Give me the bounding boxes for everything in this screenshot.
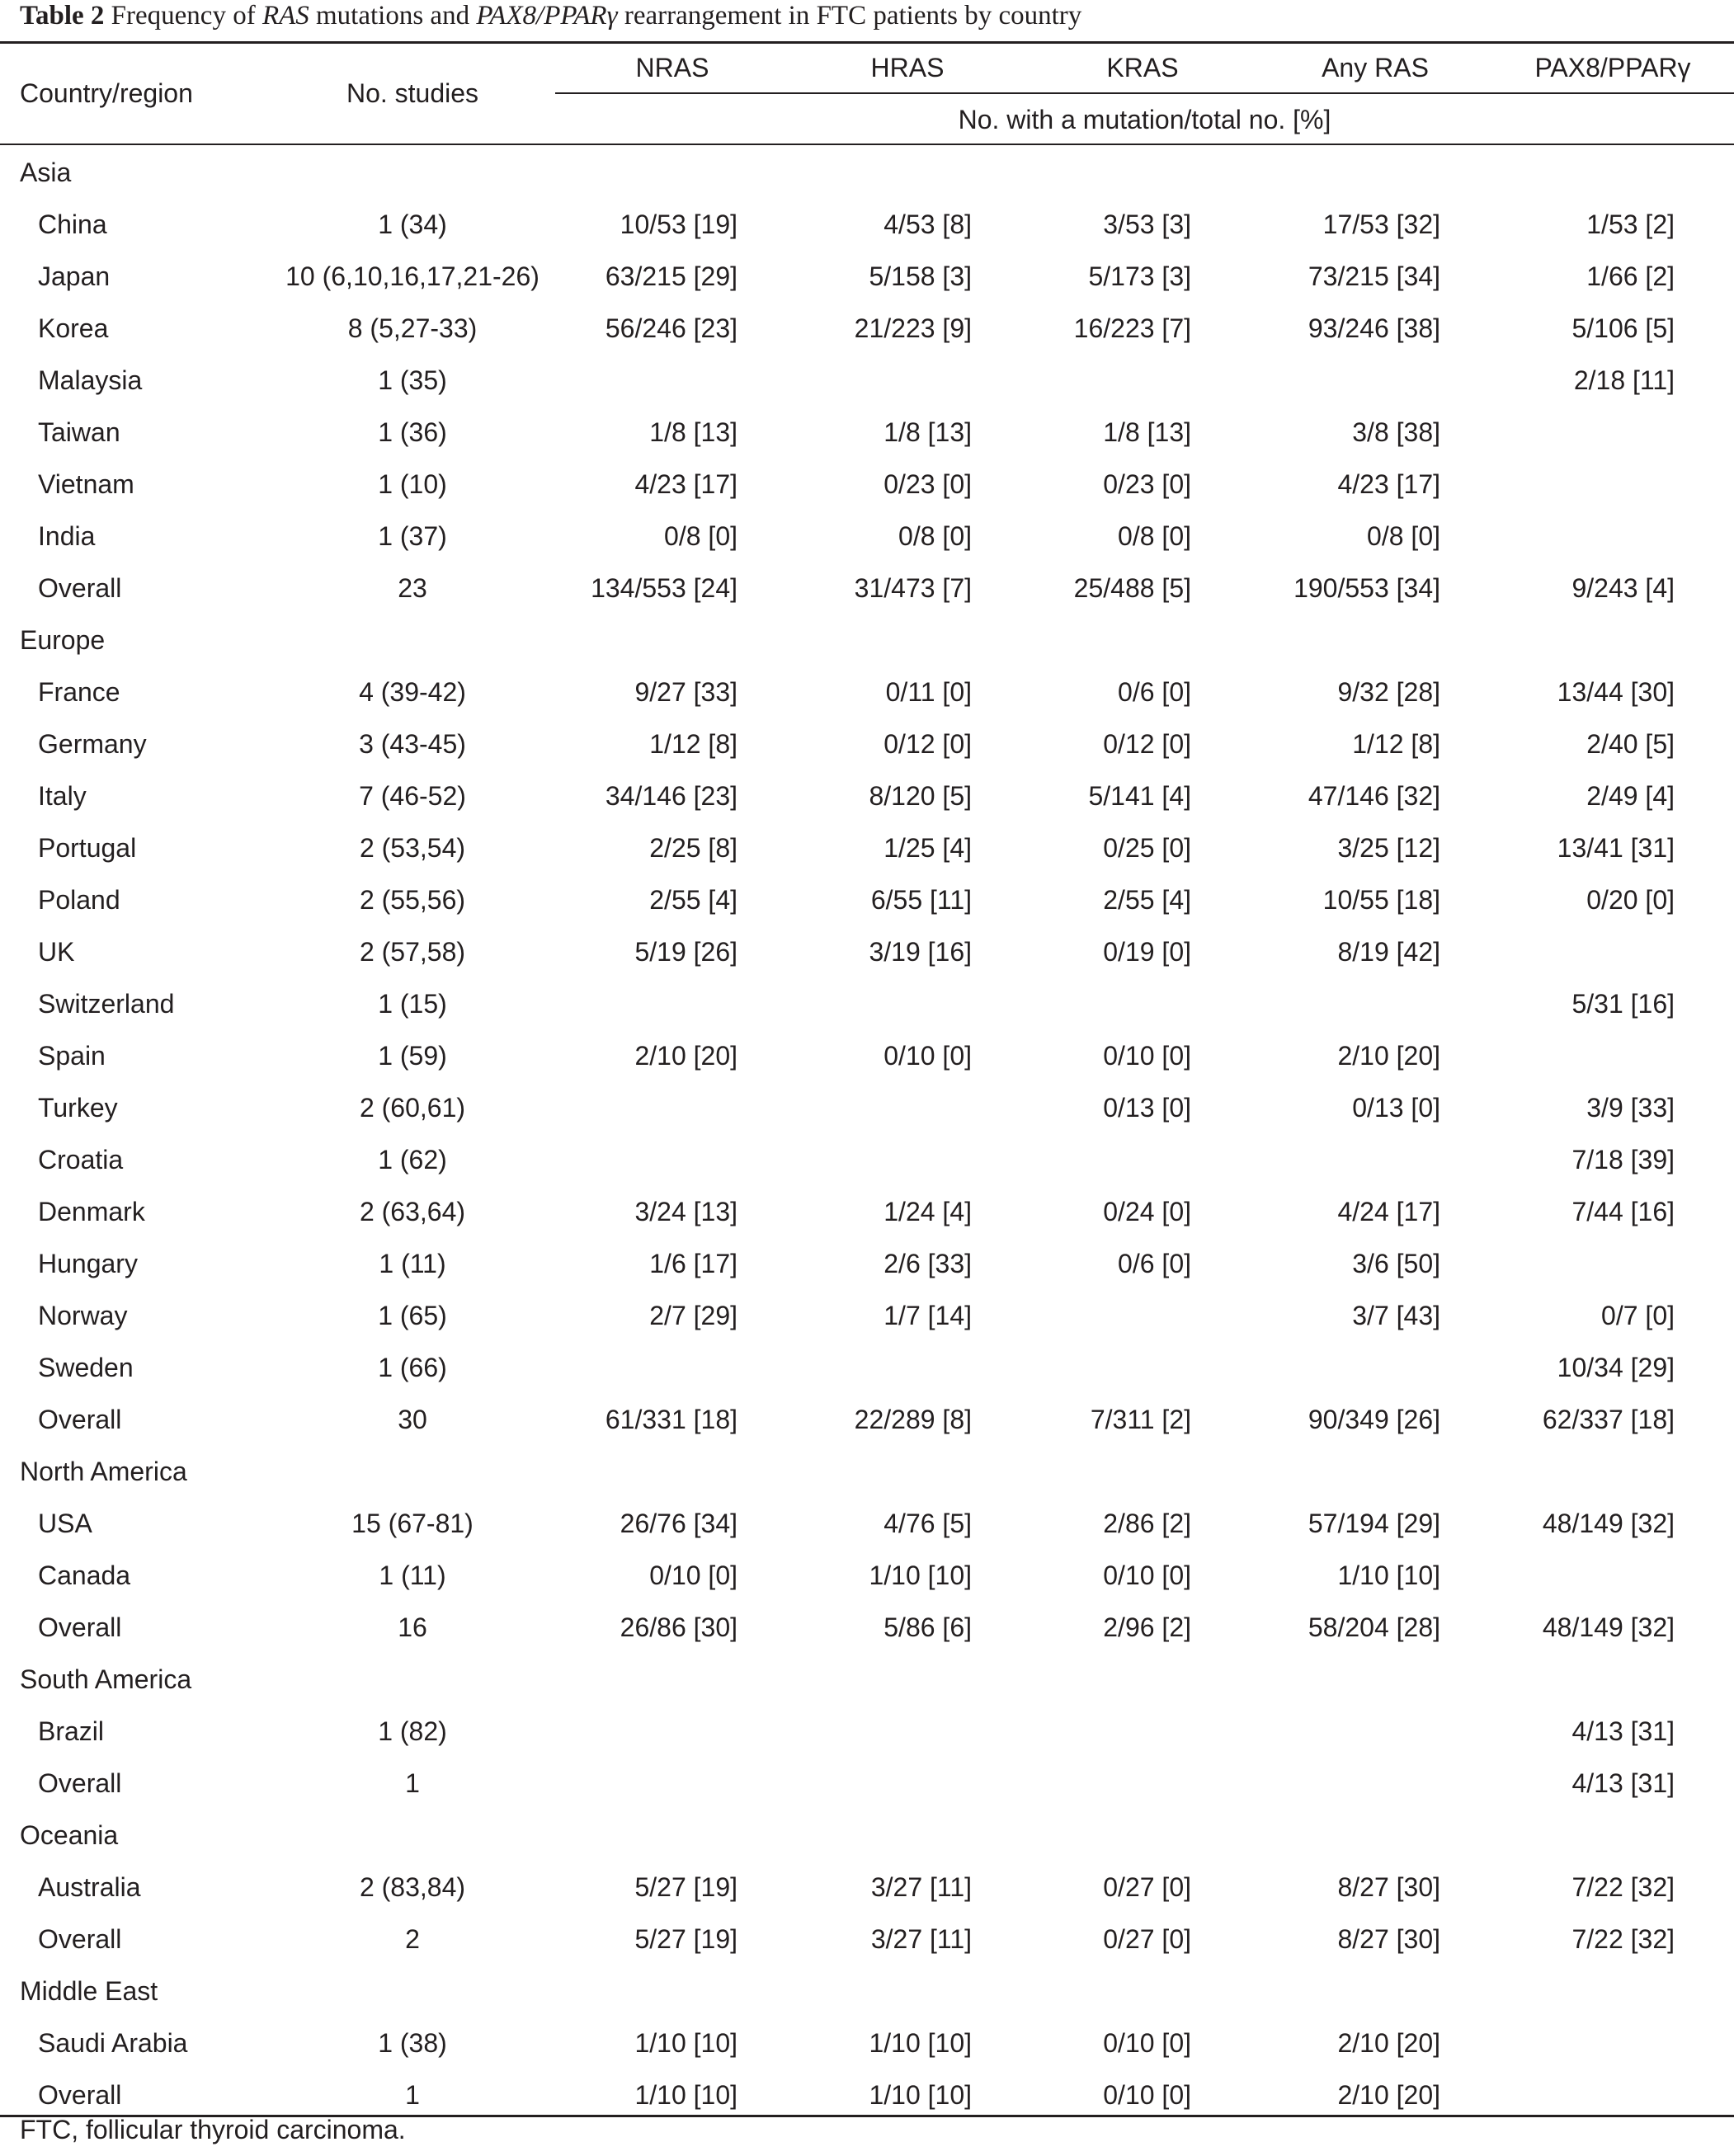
studies-cell: 3 (43-45) <box>359 729 466 759</box>
country-cell: Spain <box>38 1041 106 1071</box>
anyras-cell: 2/10 [20] <box>1337 1041 1440 1071</box>
kras-cell: 5/173 [3] <box>1088 261 1191 291</box>
table-footnote: FTC, follicular thyroid carcinoma. <box>20 2115 406 2144</box>
studies-cell: 4 (39-42) <box>359 677 466 707</box>
studies-cell: 1 (11) <box>379 1249 446 1278</box>
kras-cell: 0/10 [0] <box>1103 2028 1191 2058</box>
hras-cell: 2/6 [33] <box>883 1249 972 1278</box>
top-rule <box>0 41 1734 44</box>
table-row <box>0 770 1734 822</box>
anyras-cell: 0/8 [0] <box>1367 521 1440 551</box>
table-row <box>0 303 1734 355</box>
studies-cell: 1 (65) <box>378 1301 447 1330</box>
anyras-cell: 8/19 [42] <box>1337 937 1440 967</box>
country-cell: India <box>38 521 96 551</box>
hras-cell: 1/25 [4] <box>883 833 972 863</box>
nras-cell: 10/53 [19] <box>620 209 737 239</box>
table-row <box>0 926 1734 978</box>
hras-cell: 3/27 [11] <box>870 1924 972 1954</box>
studies-cell: 1 (11) <box>379 1561 446 1590</box>
country-cell: USA <box>38 1509 92 1538</box>
subheader-rule <box>555 92 1734 94</box>
country-cell: Taiwan <box>38 417 120 447</box>
kras-cell: 2/86 [2] <box>1103 1509 1191 1538</box>
country-cell: Canada <box>38 1561 131 1590</box>
anyras-cell: 17/53 [32] <box>1322 209 1440 239</box>
kras-cell: 2/55 [4] <box>1103 885 1191 915</box>
pax-cell: 3/9 [33] <box>1586 1093 1675 1123</box>
nras-cell: 5/27 [19] <box>634 1872 737 1902</box>
nras-cell: 2/25 [8] <box>649 833 737 863</box>
caption-text-1: Frequency of <box>104 1 262 31</box>
studies-cell: 30 <box>398 1405 427 1434</box>
studies-cell: 2 (53,54) <box>359 833 466 863</box>
anyras-cell: 2/10 [20] <box>1337 2080 1440 2110</box>
hras-cell: 1/7 [14] <box>883 1301 972 1330</box>
kras-cell: 0/10 [0] <box>1103 2080 1191 2110</box>
anyras-cell: 1/10 [10] <box>1337 1561 1440 1590</box>
kras-cell: 0/23 [0] <box>1103 469 1191 499</box>
region-row <box>0 1446 1734 1498</box>
table-row <box>0 1290 1734 1342</box>
table-row <box>0 718 1734 770</box>
kras-cell: 0/24 [0] <box>1103 1197 1191 1226</box>
hras-cell: 0/11 [0] <box>885 677 972 707</box>
table-label: Table 2 <box>20 1 105 31</box>
hras-cell: 5/158 [3] <box>869 261 972 291</box>
kras-cell: 16/223 [7] <box>1073 313 1191 343</box>
studies-cell: 2 <box>405 1924 420 1954</box>
studies-cell: 2 (83,84) <box>359 1872 466 1902</box>
header-pax: PAX8/PPARγ <box>1534 53 1691 82</box>
pax-cell: 4/13 [31] <box>1571 1768 1675 1798</box>
nras-cell: 1/10 [10] <box>634 2080 737 2110</box>
kras-cell: 3/53 [3] <box>1103 209 1191 239</box>
nras-cell: 34/146 [23] <box>605 781 737 811</box>
pax-cell: 62/337 [18] <box>1542 1405 1675 1434</box>
hras-cell: 1/10 [10] <box>869 1561 972 1590</box>
country-cell: Germany <box>38 729 147 759</box>
kras-cell: 0/10 [0] <box>1103 1041 1191 1071</box>
country-cell: China <box>38 209 107 239</box>
table-row <box>0 459 1734 511</box>
pax-cell: 10/34 [29] <box>1557 1353 1675 1382</box>
hras-cell: 31/473 [7] <box>854 573 972 603</box>
country-cell: Overall <box>38 1768 122 1798</box>
kras-cell: 0/12 [0] <box>1103 729 1191 759</box>
table-row <box>0 2017 1734 2069</box>
nras-cell: 9/27 [33] <box>634 677 737 707</box>
hras-cell: 4/76 [5] <box>883 1509 972 1538</box>
kras-cell: 1/8 [13] <box>1103 417 1191 447</box>
studies-cell: 2 (55,56) <box>359 885 466 915</box>
header-anyras: Any RAS <box>1322 53 1429 82</box>
hras-cell: 5/86 [6] <box>883 1612 972 1642</box>
country-cell: Denmark <box>38 1197 145 1226</box>
region-row <box>0 1965 1734 2017</box>
studies-cell: 7 (46-52) <box>359 781 466 811</box>
country-cell: Japan <box>38 261 111 291</box>
header-country: Country/region <box>20 78 193 108</box>
kras-cell: 7/311 [2] <box>1090 1405 1191 1434</box>
pax-cell: 48/149 [32] <box>1542 1612 1675 1642</box>
nras-cell: 2/7 [29] <box>649 1301 737 1330</box>
studies-cell: 1 (37) <box>378 521 447 551</box>
country-cell: Korea <box>38 313 109 343</box>
region-label: Europe <box>20 625 106 655</box>
kras-cell: 0/27 [0] <box>1103 1872 1191 1902</box>
table-row <box>0 1758 1734 1810</box>
table-row <box>0 1082 1734 1134</box>
header-nras: NRAS <box>635 53 709 82</box>
anyras-cell: 10/55 [18] <box>1322 885 1440 915</box>
studies-cell: 8 (5,27-33) <box>347 313 478 343</box>
table-row <box>0 407 1734 459</box>
nras-cell: 4/23 [17] <box>634 469 737 499</box>
nras-cell: 0/8 [0] <box>664 521 737 551</box>
kras-cell: 0/10 [0] <box>1103 1561 1191 1590</box>
subheader-units: No. with a mutation/total no. [%] <box>958 105 1331 134</box>
country-cell: Brazil <box>38 1716 105 1746</box>
nras-cell: 3/24 [13] <box>634 1197 737 1226</box>
kras-cell: 0/27 [0] <box>1103 1924 1191 1954</box>
anyras-cell: 8/27 [30] <box>1337 1872 1440 1902</box>
studies-cell: 1 (15) <box>378 989 447 1019</box>
pax-cell: 0/7 [0] <box>1601 1301 1675 1330</box>
header-kras: KRAS <box>1106 53 1179 82</box>
region-row <box>0 147 1734 199</box>
studies-cell: 1 (36) <box>378 417 447 447</box>
table-row <box>0 1134 1734 1186</box>
anyras-cell: 93/246 [38] <box>1308 313 1440 343</box>
studies-cell: 10 (6,10,16,17,21-26) <box>285 261 540 291</box>
anyras-cell: 2/10 [20] <box>1337 2028 1440 2058</box>
kras-cell: 0/13 [0] <box>1103 1093 1191 1123</box>
anyras-cell: 0/13 [0] <box>1352 1093 1440 1123</box>
table-row <box>0 563 1734 614</box>
table-row <box>0 1706 1734 1758</box>
region-label: Asia <box>20 158 72 187</box>
studies-cell: 1 <box>405 2080 420 2110</box>
nras-cell: 61/331 [18] <box>605 1405 737 1434</box>
nras-cell: 1/8 [13] <box>649 417 737 447</box>
anyras-cell: 3/8 [38] <box>1352 417 1440 447</box>
studies-cell: 1 (59) <box>378 1041 447 1071</box>
table-row <box>0 355 1734 407</box>
table-row <box>0 199 1734 251</box>
table-row <box>0 1342 1734 1394</box>
country-cell: Malaysia <box>38 365 143 395</box>
studies-cell: 1 (66) <box>378 1353 447 1382</box>
table-row <box>0 1030 1734 1082</box>
table-row <box>0 1238 1734 1290</box>
pax-cell: 4/13 [31] <box>1571 1716 1675 1746</box>
studies-cell: 1 (82) <box>378 1716 447 1746</box>
kras-cell: 0/8 [0] <box>1118 521 1191 551</box>
table-row <box>0 1550 1734 1602</box>
studies-cell: 2 (57,58) <box>359 937 466 967</box>
caption-ras: RAS <box>262 1 309 31</box>
anyras-cell: 1/12 [8] <box>1352 729 1440 759</box>
hras-cell: 21/223 [9] <box>854 313 972 343</box>
hras-cell: 1/8 [13] <box>883 417 972 447</box>
table-row <box>0 822 1734 874</box>
studies-cell: 1 (38) <box>378 2028 447 2058</box>
anyras-cell: 57/194 [29] <box>1308 1509 1440 1538</box>
nras-cell: 26/76 [34] <box>620 1509 737 1538</box>
pax-cell: 0/20 [0] <box>1586 885 1675 915</box>
table-row <box>0 1914 1734 1965</box>
region-label: Middle East <box>20 1976 158 2006</box>
nras-cell: 134/553 [24] <box>591 573 737 603</box>
country-cell: Portugal <box>38 833 137 863</box>
anyras-cell: 3/6 [50] <box>1352 1249 1440 1278</box>
country-cell: Overall <box>38 1924 122 1954</box>
kras-cell: 0/6 [0] <box>1118 1249 1191 1278</box>
country-cell: Sweden <box>38 1353 134 1382</box>
pax-cell: 48/149 [32] <box>1542 1509 1675 1538</box>
anyras-cell: 58/204 [28] <box>1308 1612 1440 1642</box>
pax-cell: 13/44 [30] <box>1557 677 1675 707</box>
hras-cell: 1/10 [10] <box>869 2028 972 2058</box>
anyras-cell: 4/24 [17] <box>1337 1197 1440 1226</box>
pax-cell: 5/31 [16] <box>1571 989 1675 1019</box>
nras-cell: 2/55 [4] <box>649 885 737 915</box>
hras-cell: 0/8 [0] <box>898 521 972 551</box>
anyras-cell: 4/23 [17] <box>1337 469 1440 499</box>
anyras-cell: 190/553 [34] <box>1293 573 1440 603</box>
caption-pax: PAX8/PPARγ <box>476 1 618 31</box>
table-row <box>0 1498 1734 1550</box>
pax-cell: 7/18 [39] <box>1571 1145 1675 1175</box>
hras-cell: 0/12 [0] <box>883 729 972 759</box>
header-bottom-rule <box>0 144 1734 145</box>
hras-cell: 6/55 [11] <box>870 885 972 915</box>
pax-cell: 7/22 [32] <box>1571 1924 1675 1954</box>
country-cell: Hungary <box>38 1249 138 1278</box>
studies-cell: 2 (60,61) <box>359 1093 466 1123</box>
pax-cell: 5/106 [5] <box>1571 313 1675 343</box>
country-cell: Overall <box>38 2080 122 2110</box>
country-cell: Saudi Arabia <box>38 2028 188 2058</box>
pax-cell: 2/49 [4] <box>1586 781 1675 811</box>
anyras-cell: 90/349 [26] <box>1308 1405 1440 1434</box>
pax-cell: 9/243 [4] <box>1571 573 1675 603</box>
hras-cell: 3/27 [11] <box>870 1872 972 1902</box>
hras-cell: 4/53 [8] <box>883 209 972 239</box>
country-cell: Poland <box>38 885 120 915</box>
region-row <box>0 1654 1734 1706</box>
kras-cell: 0/6 [0] <box>1118 677 1191 707</box>
pax-cell: 2/18 [11] <box>1573 365 1675 395</box>
hras-cell: 0/10 [0] <box>883 1041 972 1071</box>
kras-cell: 0/25 [0] <box>1103 833 1191 863</box>
country-cell: Overall <box>38 1405 122 1434</box>
pax-cell: 1/66 [2] <box>1586 261 1675 291</box>
studies-cell: 1 (62) <box>378 1145 447 1175</box>
nras-cell: 0/10 [0] <box>649 1561 737 1590</box>
table-row <box>0 666 1734 718</box>
country-cell: UK <box>38 937 75 967</box>
anyras-cell: 47/146 [32] <box>1308 781 1440 811</box>
pax-cell: 13/41 [31] <box>1557 833 1675 863</box>
table-row <box>0 978 1734 1030</box>
caption-text-3: rearrangement in FTC patients by country <box>617 1 1082 31</box>
nras-cell: 2/10 [20] <box>634 1041 737 1071</box>
table-row <box>0 874 1734 926</box>
hras-cell: 0/23 [0] <box>883 469 972 499</box>
nras-cell: 5/19 [26] <box>634 937 737 967</box>
country-cell: Overall <box>38 1612 122 1642</box>
hras-cell: 8/120 [5] <box>869 781 972 811</box>
nras-cell: 1/12 [8] <box>649 729 737 759</box>
studies-cell: 1 <box>405 1768 420 1798</box>
table-row <box>0 1862 1734 1914</box>
table-row <box>0 1602 1734 1654</box>
kras-cell: 2/96 [2] <box>1103 1612 1191 1642</box>
region-row <box>0 1810 1734 1862</box>
country-cell: Italy <box>38 781 87 811</box>
region-row <box>0 614 1734 666</box>
country-cell: France <box>38 677 120 707</box>
nras-cell: 56/246 [23] <box>605 313 737 343</box>
region-label: Oceania <box>20 1820 119 1850</box>
nras-cell: 5/27 [19] <box>634 1924 737 1954</box>
studies-cell: 1 (10) <box>378 469 447 499</box>
studies-cell: 1 (35) <box>378 365 447 395</box>
hras-cell: 1/10 [10] <box>869 2080 972 2110</box>
table-caption <box>20 2 1081 30</box>
table-row <box>0 1394 1734 1446</box>
table-row <box>0 1186 1734 1238</box>
kras-cell: 25/488 [5] <box>1073 573 1191 603</box>
anyras-cell: 73/215 [34] <box>1308 261 1440 291</box>
studies-cell: 23 <box>398 573 427 603</box>
country-cell: Overall <box>38 573 122 603</box>
hras-cell: 3/19 [16] <box>869 937 972 967</box>
header-studies: No. studies <box>346 78 479 108</box>
table-row <box>0 251 1734 303</box>
kras-cell: 5/141 [4] <box>1088 781 1191 811</box>
nras-cell: 1/6 [17] <box>649 1249 737 1278</box>
nras-cell: 1/10 [10] <box>634 2028 737 2058</box>
hras-cell: 1/24 [4] <box>883 1197 972 1226</box>
anyras-cell: 9/32 [28] <box>1337 677 1440 707</box>
nras-cell: 63/215 [29] <box>605 261 737 291</box>
caption-text-2: mutations and <box>309 1 477 31</box>
studies-cell: 15 (67-81) <box>351 1509 474 1538</box>
header-hras: HRAS <box>870 53 945 82</box>
region-label: South America <box>20 1664 192 1694</box>
country-cell: Turkey <box>38 1093 118 1123</box>
table-row <box>0 511 1734 563</box>
country-cell: Vietnam <box>38 469 134 499</box>
anyras-cell: 8/27 [30] <box>1337 1924 1440 1954</box>
country-cell: Switzerland <box>38 989 175 1019</box>
pax-cell: 7/44 [16] <box>1571 1197 1675 1226</box>
studies-cell: 16 <box>398 1612 427 1642</box>
pax-cell: 2/40 [5] <box>1586 729 1675 759</box>
kras-cell: 0/19 [0] <box>1103 937 1191 967</box>
studies-cell: 2 (63,64) <box>359 1197 466 1226</box>
hras-cell: 22/289 [8] <box>854 1405 972 1434</box>
nras-cell: 26/86 [30] <box>620 1612 737 1642</box>
country-cell: Norway <box>38 1301 128 1330</box>
country-cell: Australia <box>38 1872 141 1902</box>
region-label: North America <box>20 1457 187 1486</box>
studies-cell: 1 (34) <box>378 209 447 239</box>
pax-cell: 1/53 [2] <box>1586 209 1675 239</box>
anyras-cell: 3/25 [12] <box>1337 833 1440 863</box>
country-cell: Croatia <box>38 1145 124 1175</box>
anyras-cell: 3/7 [43] <box>1352 1301 1440 1330</box>
pax-cell: 7/22 [32] <box>1571 1872 1675 1902</box>
